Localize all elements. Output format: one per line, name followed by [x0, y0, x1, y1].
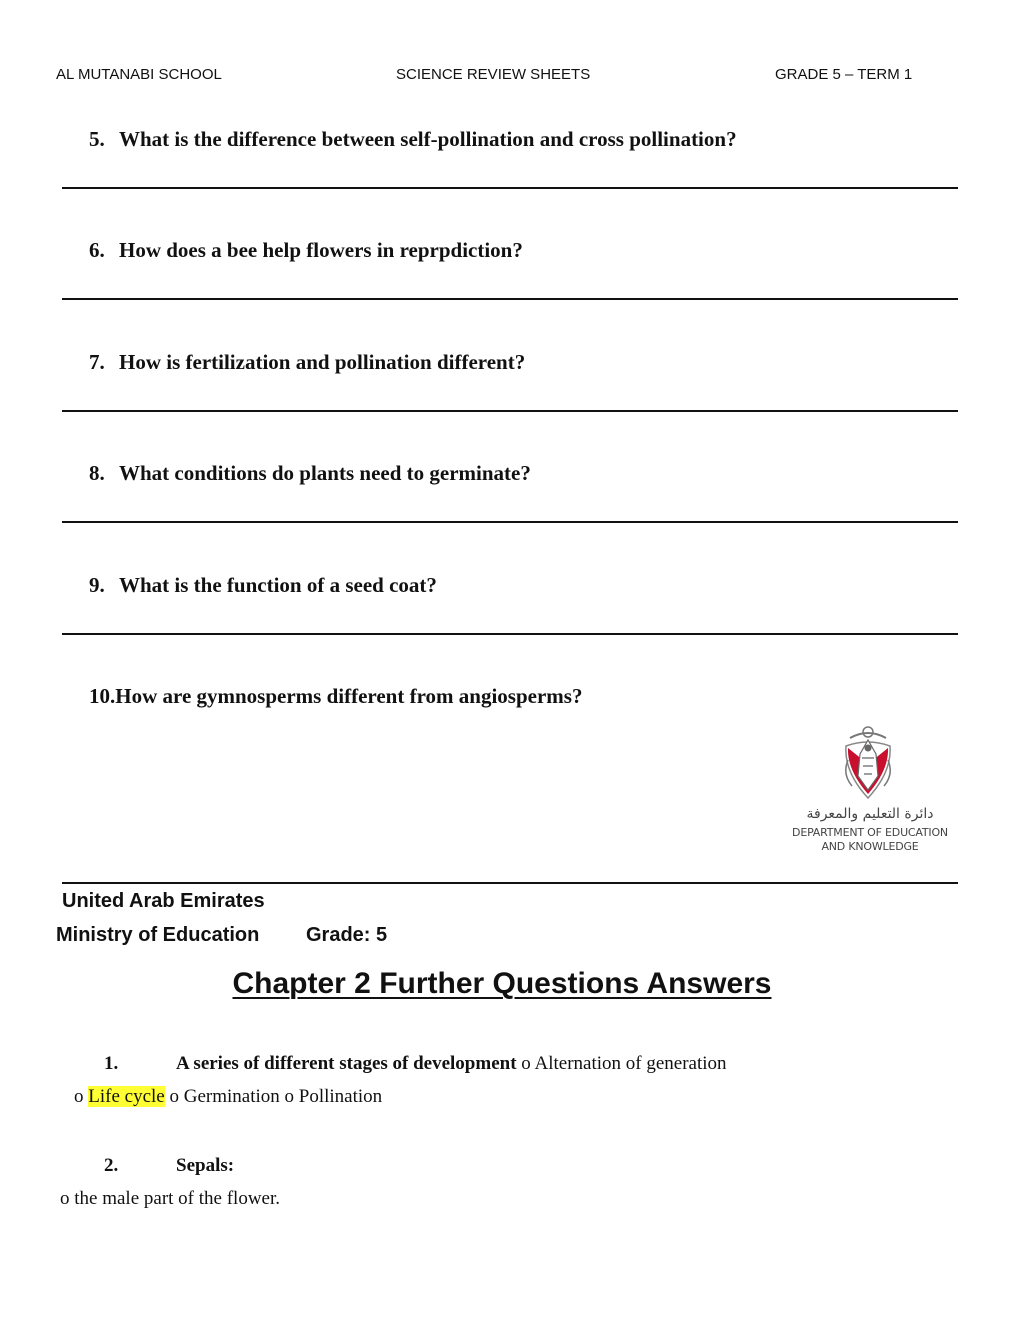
question-text: How is fertilization and pollination different? — [119, 350, 526, 374]
question-number: 9. — [89, 573, 105, 597]
answer-line — [62, 521, 958, 523]
question-5 — [89, 127, 737, 152]
country-label: United Arab Emirates — [62, 890, 265, 912]
logo-line2: AND KNOWLEDGE — [821, 840, 919, 853]
option-germination: Germination — [183, 1086, 280, 1107]
section-title: Chapter 2 Further Questions Answers — [232, 967, 772, 1000]
question-number: 10. — [89, 684, 116, 708]
question-8 — [89, 461, 531, 486]
header-grade-term: GRADE 5 – TERM 1 — [775, 66, 913, 83]
logo-line1: DEPARTMENT OF EDUCATION — [792, 826, 948, 839]
question-10 — [89, 684, 582, 709]
answer-2-option: o the male part of the flower. — [60, 1188, 281, 1209]
answer-1-line1: A series of different stages of development o Alternation of generation — [176, 1053, 727, 1074]
logo-arabic-text: دائرة التعليم والمعرفة — [806, 806, 934, 822]
grade-label: Grade: 5 — [306, 924, 388, 946]
question-text: How are gymnosperms different from angiosperms? — [115, 684, 583, 708]
option-pollination: Pollination — [298, 1086, 383, 1107]
question-number: 8. — [89, 461, 105, 485]
answer-line — [62, 633, 958, 635]
question-number: 6. — [89, 238, 105, 262]
question-6 — [89, 238, 523, 263]
answer-1-number: 1. — [104, 1053, 119, 1074]
header-school: AL MUTANABI SCHOOL — [56, 66, 222, 83]
answer-1-line2: o Life cycle o Germination o Pollination — [74, 1086, 383, 1107]
answer-2-number: 2. — [104, 1155, 119, 1176]
question-number: 7. — [89, 350, 105, 374]
header-subject: SCIENCE REVIEW SHEETS — [396, 66, 591, 83]
question-text: What is the function of a seed coat? — [119, 573, 437, 597]
question-text: What conditions do plants need to germinate? — [119, 461, 531, 485]
question-9 — [89, 573, 437, 598]
answer-1-prompt: A series of different stages of development — [176, 1053, 517, 1074]
answer-line — [62, 187, 958, 189]
falcon-emblem-icon — [836, 724, 900, 802]
question-text: What is the difference between self-pollination and cross pollination? — [119, 127, 737, 151]
question-text: How does a bee help flowers in reprpdiction? — [119, 238, 523, 262]
answer-2-prompt: Sepals: — [176, 1155, 235, 1176]
answer-line — [62, 298, 958, 300]
option-alternation: Alternation of generation — [534, 1053, 727, 1074]
option-male-part: the male part of the flower. — [74, 1188, 281, 1209]
ministry-label: Ministry of Education — [56, 924, 260, 946]
question-7 — [89, 350, 525, 375]
answer-line — [62, 410, 958, 412]
option-life-cycle-highlighted: Life cycle — [88, 1086, 165, 1107]
question-number: 5. — [89, 127, 105, 151]
answer-line — [62, 882, 958, 884]
